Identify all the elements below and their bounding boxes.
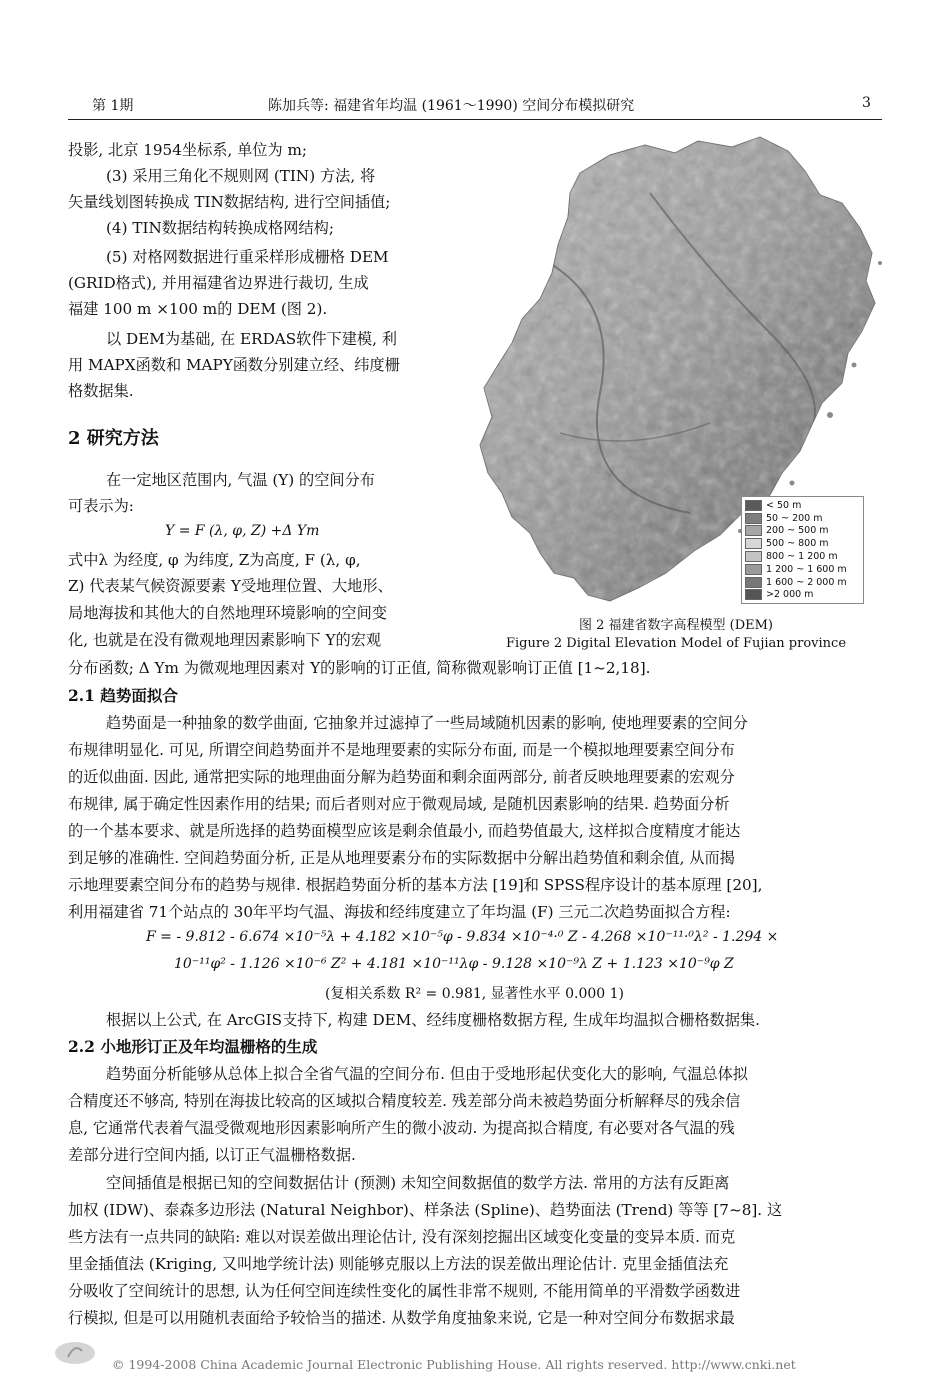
equation-note: (复相关系数 R² = 0.981, 显著性水平 0.000 1) <box>325 986 625 1002</box>
equation-line: 10⁻¹¹φ² - 1.126 ×10⁻⁶ Z² + 4.181 ×10⁻¹¹λφ - 9.128 ×10⁻⁹λ Z + 1.123 ×10⁻⁹φ Z <box>174 956 734 972</box>
text-line: 以 DEM为基础, 在 ERDAS软件下建模, 利 <box>106 330 397 348</box>
text-line: 里金插值法 (Kriging, 又叫地学统计法) 则能够克服以上方法的误差做出理论估计. 克里金插值法充 <box>68 1255 729 1273</box>
text-line: 可表示为: <box>68 497 134 515</box>
text-line: 根据以上公式, 在 ArcGIS支持下, 构建 DEM、经纬度栅格数据方程, 生成年均温拟合栅格数据集. <box>106 1011 760 1029</box>
text-line: (GRID格式), 并用福建省边界进行裁切, 生成 <box>68 274 369 292</box>
legend-swatch <box>745 525 762 536</box>
legend-item <box>745 525 860 538</box>
legend-item <box>745 563 860 576</box>
text-line: 局地海拔和其他大的自然地理环境影响的空间变 <box>68 604 387 622</box>
text-line: 在一定地区范围内, 气温 (Y) 的空间分布 <box>106 471 375 489</box>
text-line: (4) TIN数据结构转换成格网结构; <box>106 219 334 237</box>
text-line: 息, 它通常代表着气温受微观地形因素影响所产生的微小波动. 为提高拟合精度, 有必要对各气温的残 <box>68 1119 735 1137</box>
legend-item <box>745 512 860 525</box>
text-line: 差部分进行空间内插, 以订正气温栅格数据. <box>68 1146 356 1164</box>
text-line: (3) 采用三角化不规则网 (TIN) 方法, 将 <box>106 167 376 185</box>
text-line: 些方法有一点共同的缺陷: 难以对误差做出理论估计, 没有深刻挖掘出区域变化变量的变异本质. 而克 <box>68 1228 736 1246</box>
legend-swatch <box>745 551 762 562</box>
text-line: 到足够的准确性. 空间趋势面分析, 正是从地理要素分布的实际数据中分解出趋势值和剩余值, 从而揭 <box>68 849 735 867</box>
text-line: 的近似曲面. 因此, 通常把实际的地理曲面分解为趋势面和剩余面两部分, 前者反映地理要素的宏观分 <box>68 768 735 786</box>
text-line: (5) 对格网数据进行重采样形成栅格 DEM <box>106 248 389 266</box>
legend-item <box>745 576 860 589</box>
text-line: 化, 也就是在没有微观地理因素影响下 Y的宏观 <box>68 631 382 649</box>
text-line: 加权 (IDW)、泰森多边形法 (Natural Neighbor)、样条法 (Spline)、趋势面法 (Trend) 等等 [7~8]. 这 <box>68 1201 783 1219</box>
running-title: 陈加兵等: 福建省年均温 (1961～1990) 空间分布模拟研究 <box>268 98 635 114</box>
legend-label: 1 600 ~ 2 000 m <box>766 576 847 588</box>
cnki-logo <box>52 1339 98 1367</box>
legend-swatch <box>745 564 762 575</box>
text-line: 利用福建省 71个站点的 30年平均气温、海拔和经纬度建立了年均温 (F) 三元二次趋势面拟合方程: <box>68 903 731 921</box>
legend-item <box>745 550 860 563</box>
text-line: 合精度还不够高, 特别在海拔比较高的区域拟合精度较差. 残差部分尚未被趋势面分析解释尽的残余信 <box>68 1092 741 1110</box>
text-line: 示地理要素空间分布的趋势与规律. 根据趋势面分析的基本方法 [19]和 SPSS程序设计的基本原理 [20], <box>68 876 763 894</box>
legend-label: 200 ~ 500 m <box>766 525 829 537</box>
legend-swatch <box>745 589 762 600</box>
copyright-footer: © 1994-2008 China Academic Journal Electronic Publishing House. All rights reserved. http://www.cnki.net <box>112 1357 796 1372</box>
legend-label: 50 ~ 200 m <box>766 512 823 524</box>
text-line: 福建 100 m ×100 m的 DEM (图 2). <box>68 300 328 318</box>
text-line: 投影, 北京 1954坐标系, 单位为 m; <box>68 141 308 159</box>
text-line: 矢量线划图转换成 TIN数据结构, 进行空间插值; <box>68 193 391 211</box>
header-rule <box>68 119 882 120</box>
text-line: 分吸收了空间统计的思想, 认为任何空间连续性变化的属性非常不规则, 不能用简单的平滑数学函数进 <box>68 1282 741 1300</box>
legend-swatch <box>745 513 762 524</box>
page-number: 3 <box>862 95 871 111</box>
formula: Y = F (λ, φ, Z) +Δ Ym <box>165 523 320 539</box>
legend-swatch <box>745 500 762 511</box>
text-line: 布规律明显化. 可见, 所谓空间趋势面并不是地理要素的实际分布面, 而是一个模拟地理要素空间分布 <box>68 741 735 759</box>
figure-caption-cn: 图 2 福建省数字高程模型 (DEM) <box>578 618 774 633</box>
text-line: 格数据集. <box>68 382 134 400</box>
legend-item <box>745 537 860 550</box>
section-title: 2 研究方法 <box>68 428 159 449</box>
legend-item <box>745 589 860 602</box>
text-line: 的一个基本要求、就是所选择的趋势面模型应该是剩余值最小, 而趋势值最大, 这样拟合度精度才能达 <box>68 822 741 840</box>
figure-caption-en: Figure 2 Digital Elevation Model of Fujian province <box>505 636 847 651</box>
legend-label: 500 ~ 800 m <box>766 538 829 550</box>
subsection-title: 2.2 小地形订正及年均温栅格的生成 <box>68 1037 318 1056</box>
text-line: 分布函数; Δ Ym 为微观地理因素对 Y的影响的订正值, 简称微观影响订正值 [1~2,18]. <box>68 659 651 677</box>
legend-swatch <box>745 538 762 549</box>
text-line: 布规律, 属于确定性因素作用的结果; 而后者则对应于微观局域, 是随机因素影响的结果. 趋势面分析 <box>68 795 730 813</box>
text-line: 用 MAPX函数和 MAPY函数分别建立经、纬度栅 <box>68 356 400 374</box>
legend-label: 1 200 ~ 1 600 m <box>766 563 847 575</box>
legend-label: >2 000 m <box>766 589 814 601</box>
text-line: 趋势面是一种抽象的数学曲面, 它抽象并过滤掉了一些局域随机因素的影响, 使地理要素的空间分 <box>106 714 748 732</box>
text-line: 行模拟, 但是可以用随机表面给予较恰当的描述. 从数学角度抽象来说, 它是一种对空间分布数据求最 <box>68 1309 735 1327</box>
legend-label: 800 ~ 1 200 m <box>766 551 838 563</box>
legend-item <box>745 499 860 512</box>
equation-line: F = - 9.812 - 6.674 ×10⁻⁵λ + 4.182 ×10⁻⁵φ - 9.834 ×10⁻⁴·⁰ Z - 4.268 ×10⁻¹¹·⁰λ² - 1.294 × <box>146 929 779 945</box>
legend-label: < 50 m <box>766 499 802 511</box>
legend-swatch <box>745 577 762 588</box>
map-legend <box>741 496 864 604</box>
text-line: Z) 代表某气候资源要素 Y受地理位置、大地形、 <box>68 577 393 595</box>
text-line: 趋势面分析能够从总体上拟合全省气温的空间分布. 但由于受地形起伏变化大的影响, 气温总体拟 <box>106 1065 748 1083</box>
text-line: 式中λ 为经度, φ 为纬度, Z为高度, F (λ, φ, <box>68 551 361 569</box>
subsection-title: 2.1 趋势面拟合 <box>68 686 178 705</box>
text-line: 空间插值是根据已知的空间数据估计 (预测) 未知空间数据值的数学方法. 常用的方法有反距离 <box>106 1174 730 1192</box>
issue-label: 第 1期 <box>92 98 134 114</box>
